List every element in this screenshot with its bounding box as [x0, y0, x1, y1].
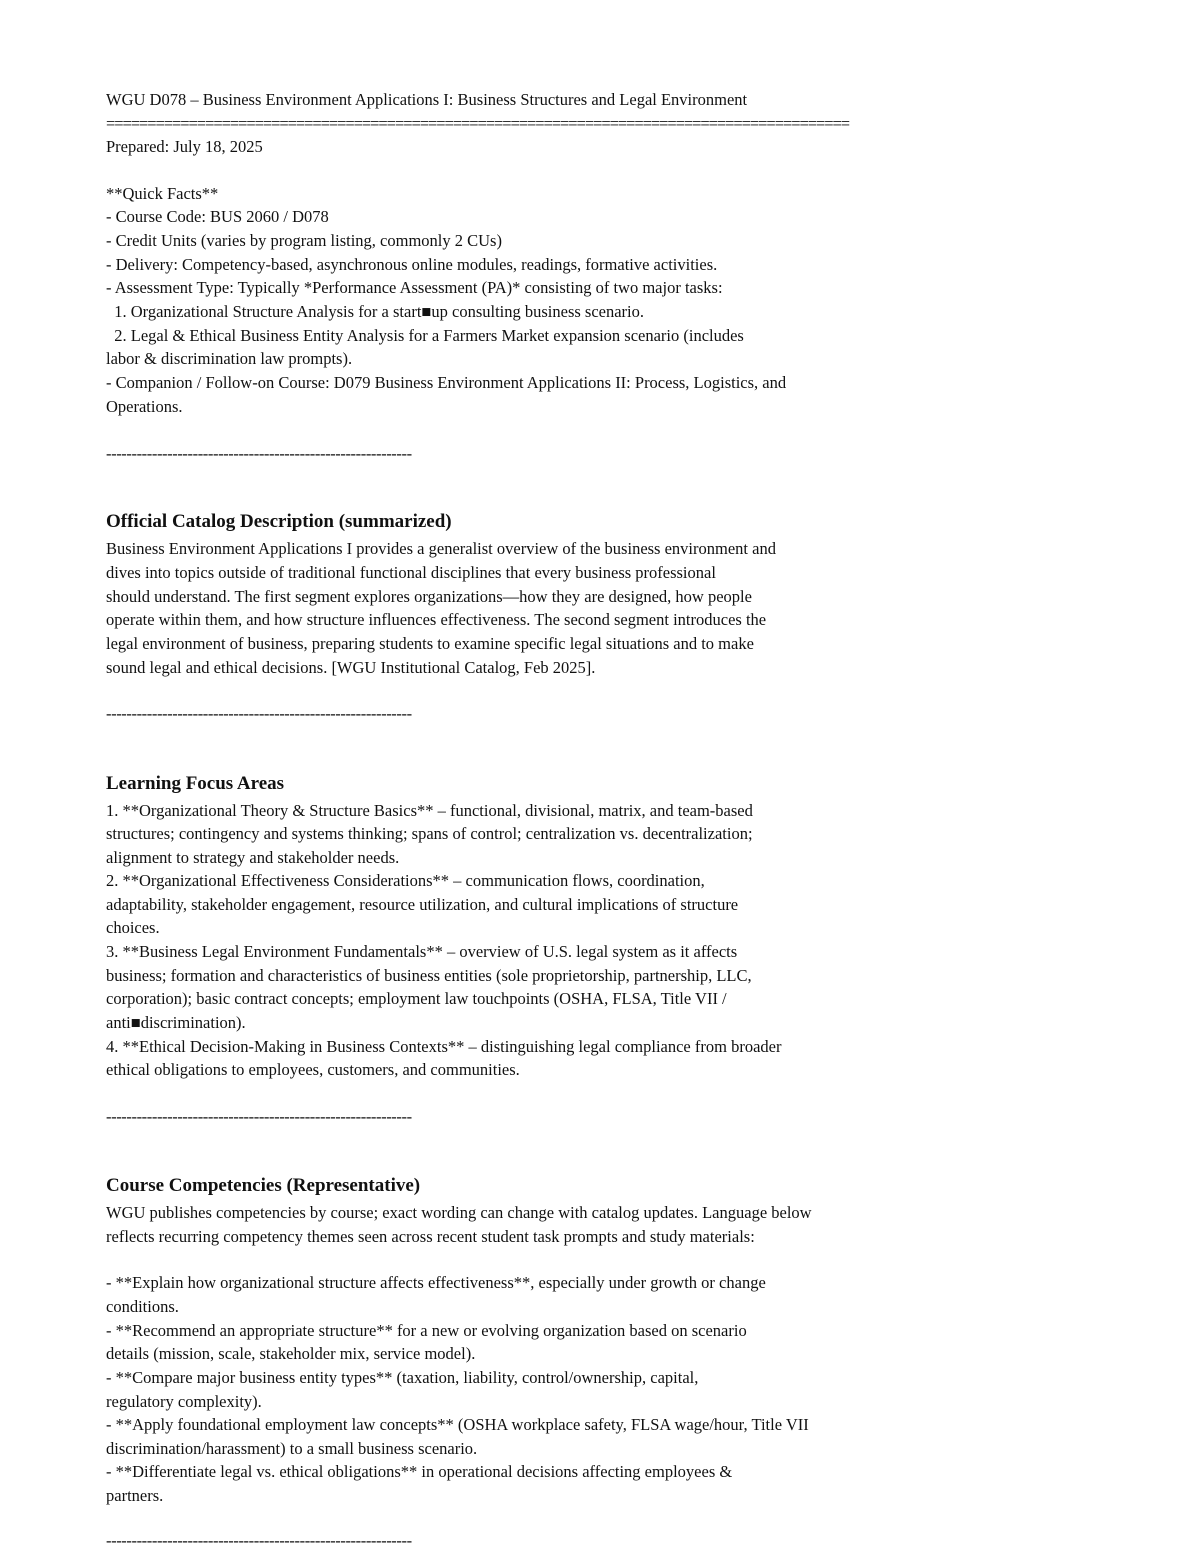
competency-line: conditions. — [106, 1297, 179, 1316]
catalog-line: legal environment of business, preparing students to examine specific legal situations and to make — [106, 634, 754, 653]
quick-facts-line: - Credit Units (varies by program listing, commonly 2 CUs) — [106, 231, 502, 250]
section-separator: ------------------------------------------------------------ — [106, 1107, 412, 1126]
quick-facts-line: Operations. — [106, 397, 183, 416]
catalog-line: dives into topics outside of traditional functional disciplines that every business professional — [106, 563, 716, 582]
competency-line: - **Recommend an appropriate structure** for a new or evolving organization based on scenario — [106, 1321, 747, 1340]
quick-facts-line: - Companion / Follow-on Course: D079 Business Environment Applications II: Process, Logistics, and — [106, 373, 787, 392]
focus-line: business; formation and characteristics of business entities (sole proprietorship, partnership, LLC, — [106, 966, 752, 985]
document-title: WGU D078 – Business Environment Applications I: Business Structures and Legal Environment — [106, 90, 748, 109]
quick-facts-line: labor & discrimination law prompts). — [106, 349, 353, 368]
competency-line: regulatory complexity). — [106, 1392, 262, 1411]
quick-facts-line: 2. Legal & Ethical Business Entity Analysis for a Farmers Market expansion scenario (includes — [106, 326, 744, 345]
competencies-intro: reflects recurring competency themes seen across recent student task prompts and study materials: — [106, 1227, 755, 1246]
competency-line: discrimination/harassment) to a small business scenario. — [106, 1439, 478, 1458]
focus-line: corporation); basic contract concepts; employment law touchpoints (OSHA, FLSA, Title VII / — [106, 989, 727, 1008]
quick-facts-line: - Course Code: BUS 2060 / D078 — [106, 207, 329, 226]
focus-line: anti■discrimination). — [106, 1013, 246, 1032]
focus-line: choices. — [106, 918, 160, 937]
focus-line: alignment to strategy and stakeholder needs. — [106, 848, 400, 867]
catalog-line: should understand. The first segment explores organizations—how they are designed, how people — [106, 587, 752, 606]
focus-heading: Learning Focus Areas — [106, 773, 285, 794]
title-underline: ========================================================================================== — [106, 114, 849, 133]
competencies-heading: Course Competencies (Representative) — [106, 1175, 421, 1196]
competency-line: - **Compare major business entity types** (taxation, liability, control/ownership, capital, — [106, 1368, 699, 1387]
prepared-date: Prepared: July 18, 2025 — [106, 137, 263, 156]
focus-line: ethical obligations to employees, customers, and communities. — [106, 1060, 520, 1079]
section-separator: ------------------------------------------------------------ — [106, 444, 412, 463]
focus-line: 3. **Business Legal Environment Fundamentals** – overview of U.S. legal system as it affects — [106, 942, 738, 961]
catalog-line: sound legal and ethical decisions. [WGU Institutional Catalog, Feb 2025]. — [106, 658, 596, 677]
competency-line: - **Explain how organizational structure affects effectiveness**, especially under growth or change — [106, 1273, 766, 1292]
competency-line: details (mission, scale, stakeholder mix, service model). — [106, 1344, 476, 1363]
focus-line: 4. **Ethical Decision-Making in Business Contexts** – distinguishing legal compliance from broader — [106, 1037, 782, 1056]
competency-line: - **Apply foundational employment law concepts** (OSHA workplace safety, FLSA wage/hour, Title VII — [106, 1415, 809, 1434]
quick-facts-line: - Assessment Type: Typically *Performance Assessment (PA)* consisting of two major tasks: — [106, 278, 723, 297]
quick-facts-line: - Delivery: Competency-based, asynchronous online modules, readings, formative activities. — [106, 255, 718, 274]
competency-line: partners. — [106, 1486, 164, 1505]
catalog-line: operate within them, and how structure influences effectiveness. The second segment introduces the — [106, 610, 767, 629]
catalog-heading: Official Catalog Description (summarized) — [106, 511, 452, 532]
catalog-line: Business Environment Applications I provides a generalist overview of the business environment and — [106, 539, 776, 558]
competencies-intro: WGU publishes competencies by course; exact wording can change with catalog updates. Language below — [106, 1203, 812, 1222]
focus-line: structures; contingency and systems thinking; spans of control; centralization vs. decentralization; — [106, 824, 753, 843]
focus-line: 1. **Organizational Theory & Structure Basics** – functional, divisional, matrix, and team-based — [106, 801, 753, 820]
competency-line: - **Differentiate legal vs. ethical obligations** in operational decisions affecting employees & — [106, 1462, 733, 1481]
focus-line: adaptability, stakeholder engagement, resource utilization, and cultural implications of structure — [106, 895, 739, 914]
quick-facts-line: 1. Organizational Structure Analysis for a start■up consulting business scenario. — [106, 302, 645, 321]
quick-facts-heading: **Quick Facts** — [106, 184, 219, 203]
focus-line: 2. **Organizational Effectiveness Considerations** – communication flows, coordination, — [106, 871, 705, 890]
section-separator: ------------------------------------------------------------ — [106, 1531, 412, 1550]
section-separator: ------------------------------------------------------------ — [106, 704, 412, 723]
